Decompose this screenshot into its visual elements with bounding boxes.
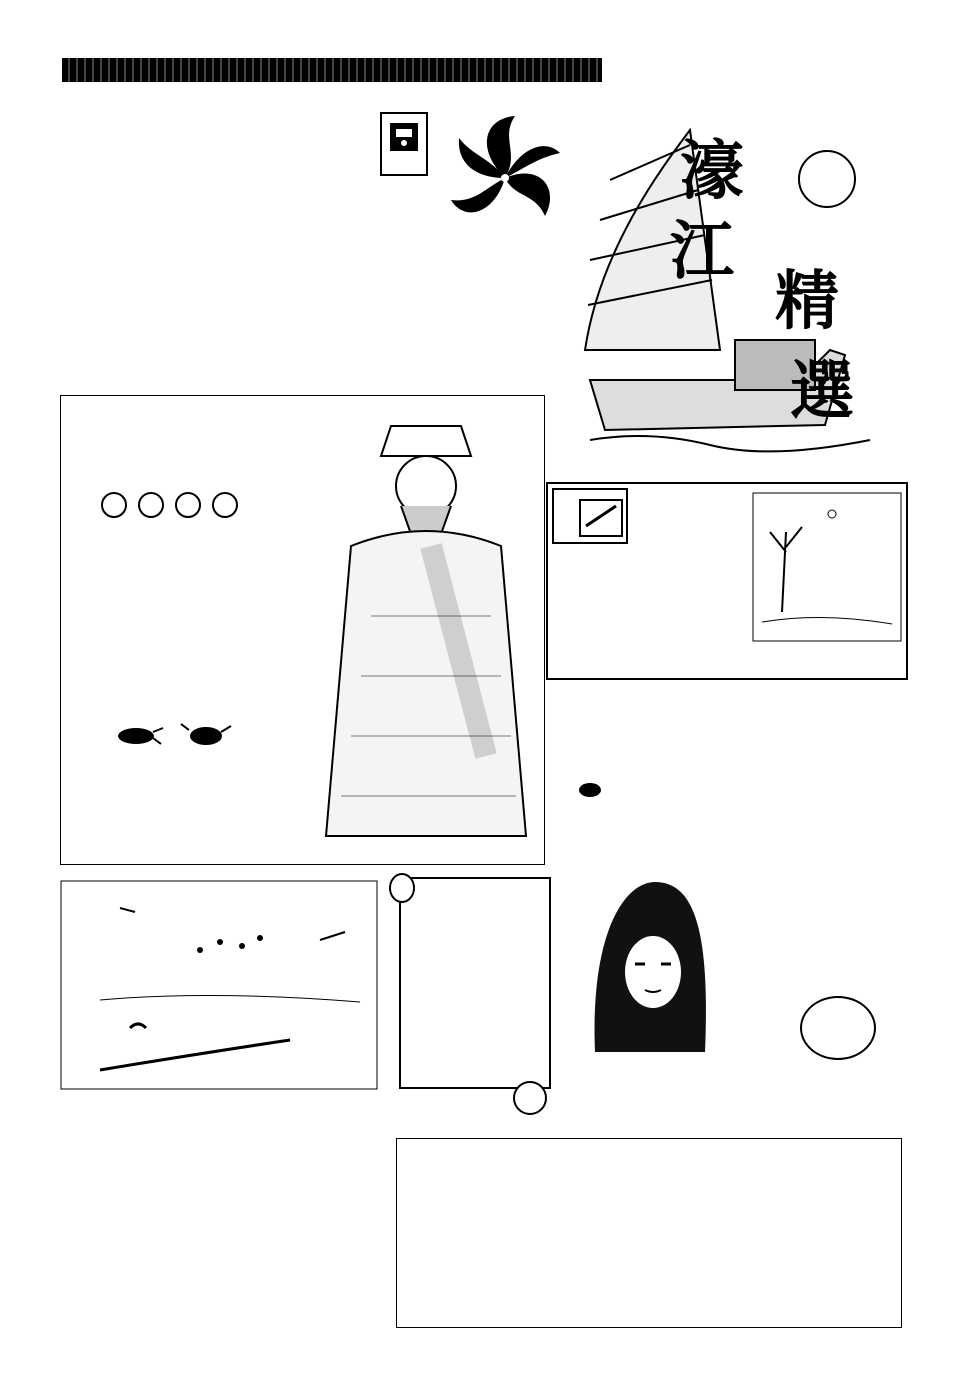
caishen-number bbox=[101, 492, 127, 518]
caishen-number bbox=[138, 492, 164, 518]
scroll-icon bbox=[380, 868, 560, 1128]
river-landscape-icon bbox=[60, 880, 378, 1090]
recent-table-section bbox=[70, 100, 380, 102]
riddle-badge bbox=[552, 488, 628, 544]
stick-section bbox=[450, 262, 560, 372]
big-number bbox=[800, 996, 876, 1060]
door-comment bbox=[60, 220, 440, 390]
caishen-number bbox=[175, 492, 201, 518]
lucky-color-dot-icon bbox=[579, 783, 601, 797]
this-special bbox=[730, 880, 908, 990]
banner-title-3: 精 bbox=[775, 264, 839, 339]
banner-title-2: 江 bbox=[670, 214, 734, 289]
caishen-numbers bbox=[101, 492, 244, 522]
dot-grid bbox=[396, 1138, 902, 1328]
door-badge bbox=[380, 112, 428, 176]
portrait-icon bbox=[585, 872, 715, 1062]
left-border-strip bbox=[22, 40, 56, 1340]
bottom-border-strip bbox=[20, 1330, 920, 1352]
caishen-section bbox=[60, 395, 545, 865]
lucky-zodiac bbox=[575, 830, 579, 846]
right-border-strip bbox=[905, 40, 945, 1340]
lucky-color bbox=[575, 782, 601, 798]
painting-hand-icon bbox=[576, 496, 626, 540]
header-logo bbox=[62, 40, 602, 96]
banner bbox=[570, 110, 895, 455]
caishen-figure-icon bbox=[311, 416, 541, 856]
caishen-number bbox=[212, 492, 238, 518]
scroll-poem bbox=[380, 868, 560, 1128]
ox-rat-zodiac-icon bbox=[111, 718, 241, 752]
riddle-section bbox=[546, 482, 908, 680]
banner-title-1: 濠 bbox=[680, 134, 744, 209]
key-lock-icon bbox=[384, 117, 424, 157]
banner-title-4: 選 bbox=[790, 354, 854, 429]
lucky-range bbox=[575, 806, 579, 826]
treasure-map-icon bbox=[752, 492, 902, 642]
bauhinia-emblem-icon bbox=[445, 108, 565, 248]
seal-badge bbox=[798, 150, 856, 208]
miss-bai-section bbox=[555, 682, 910, 852]
